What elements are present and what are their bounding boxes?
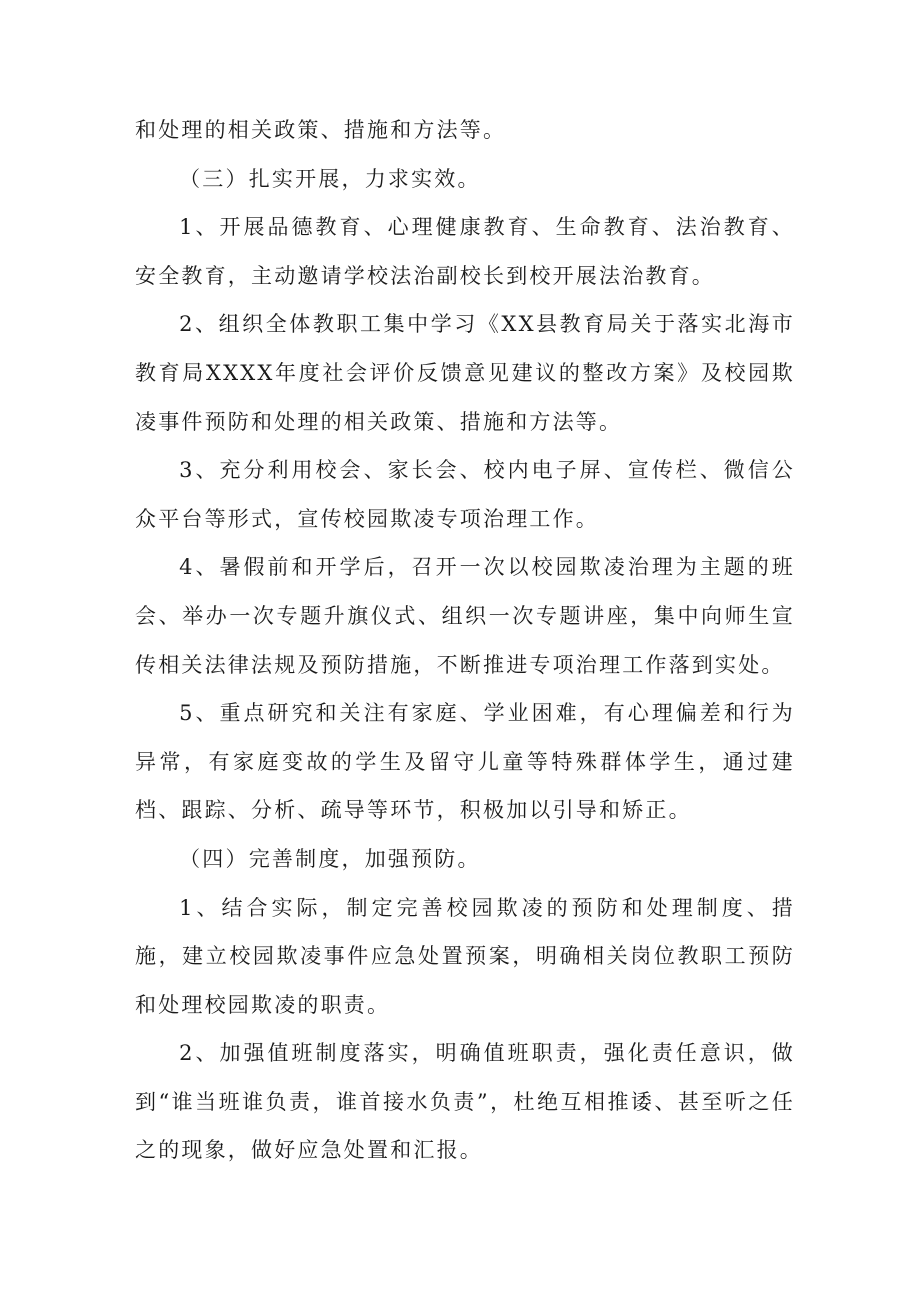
section-heading-4: （四）完善制度，加强预防。 [179,846,481,871]
list-item: 4、暑假前和开学后，召开一次以校园欺凌治理为主题的班会、举办一次专题升旗仪式、组织一次专题讲座，集中向师生宣传相关法律法规及预防措施，不断推进专项治理工作落到实处。 [135,555,795,677]
list-item: 1、开展品德教育、心理健康教育、生命教育、法治教育、安全教育，主动邀请学校法治副校长到校开展法治教育。 [135,215,795,288]
list-item: 5、重点研究和关注有家庭、学业困难，有心理偏差和行为异常，有家庭变故的学生及留守儿童等特殊群体学生，通过建档、跟踪、分析、疏导等环节，积极加以引导和矫正。 [135,701,795,823]
list-item: 3、充分利用校会、家长会、校内电子屏、宣传栏、微信公众平台等形式，宣传校园欺凌专项治理工作。 [135,458,795,531]
list-item: 2、加强值班制度落实，明确值班职责，强化责任意识，做到“谁当班谁负责，谁首接水负责”，杜绝互相推诿、甚至听之任之的现象，做好应急处置和汇报。 [135,1041,795,1163]
list-item: 2、组织全体教职工集中学习《XX县教育局关于落实北海市教育局XXXX年度社会评价反馈意见建议的整改方案》及校园欺凌事件预防和处理的相关政策、措施和方法等。 [135,312,795,434]
list-item: 1、结合实际，制定完善校园欺凌的预防和处理制度、措施，建立校园欺凌事件应急处置预案，明确相关岗位教职工预防和处理校园欺凌的职责。 [135,895,795,1017]
section-heading-3: （三）扎实开展，力求实效。 [179,166,481,191]
paragraph-continuation: 和处理的相关政策、措施和方法等。 [135,118,507,142]
document-body [135,106,795,1175]
